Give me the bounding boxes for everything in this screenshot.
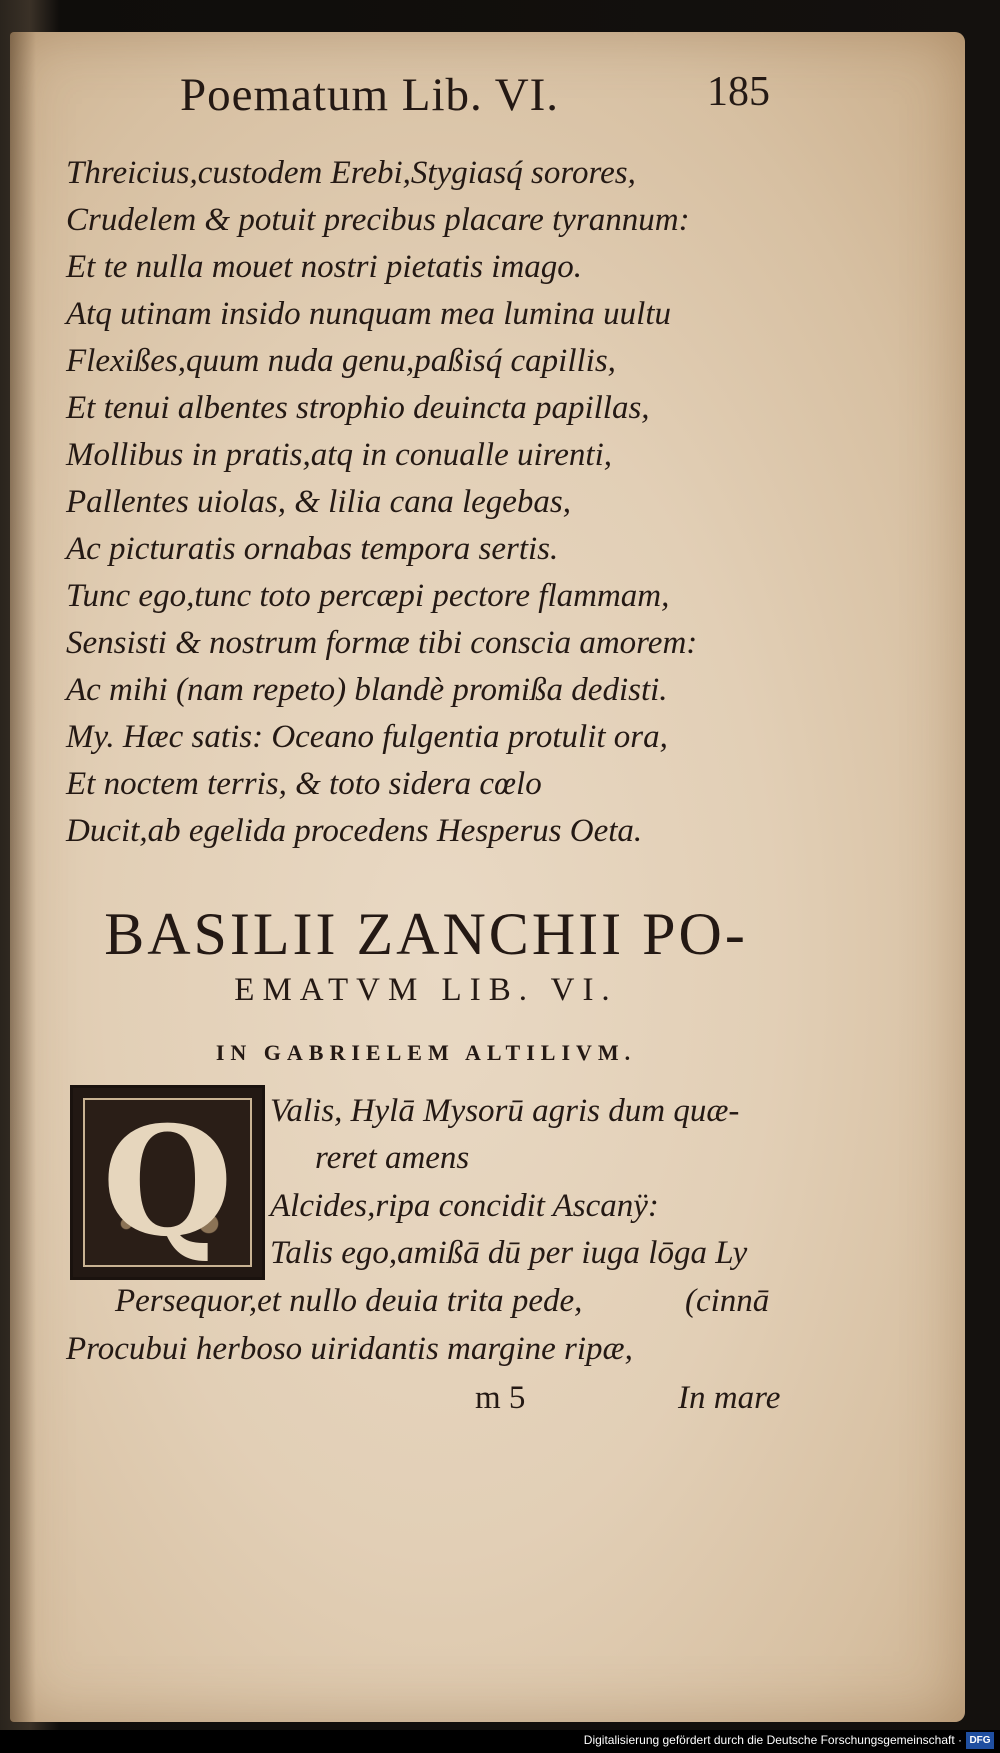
verse-line: Mollibus in pratis,atq in conualle uirenti, <box>66 437 613 473</box>
gutter-shadow <box>10 32 36 1722</box>
funding-notice: Digitalisierung gefördert durch die Deutsche Forschungsgemeinschaft · <box>583 1733 962 1747</box>
decorated-initial <box>70 1085 265 1280</box>
verse-line: Pallentes uiolas, & lilia cana legebas, <box>66 484 572 520</box>
verse-line: Atq utinam insido nunquam mea lumina uultu <box>66 296 671 332</box>
verse-block <box>66 150 786 855</box>
dedication-heading: IN GABRIELEM ALTILIVM. <box>215 1040 637 1065</box>
verse-line: Tunc ego,tunc toto percæpi pectore flammam, <box>66 578 670 614</box>
verse-line: Ac mihi (nam repeto) blandè promißa dedisti. <box>66 672 668 708</box>
verse-line: Et te nulla mouet nostri pietatis imago. <box>66 249 583 285</box>
poem-line: reret amens <box>315 1140 470 1176</box>
floral-ornament-icon <box>83 1094 252 1270</box>
poem-line: Talis ego,amißā dū per iuga lōga Ly <box>270 1235 748 1271</box>
section-title: BASILII ZANCHII PO- <box>104 901 748 967</box>
turnover-word: (cinnā <box>685 1283 770 1319</box>
signature-mark: m 5 <box>475 1380 526 1416</box>
poem-line: Valis, Hylā Mysorū agris dum quæ- <box>270 1093 740 1129</box>
initial-letter: Q <box>102 1094 233 1270</box>
verse-line: Et tenui albentes strophio deuincta papillas, <box>66 390 650 426</box>
running-head <box>180 68 770 138</box>
verse-line: Threicius,custodem Erebi,Stygiasq́ sorores, <box>66 155 636 191</box>
verse-line: Flexißes,quum nuda genu,paßisq́ capillis, <box>66 343 616 379</box>
verse-line: Ducit,ab egelida procedens Hesperus Oeta. <box>66 813 643 849</box>
verse-line: Sensisti & nostrum formæ tibi conscia amorem: <box>66 625 698 661</box>
catchword: In mare <box>678 1380 781 1416</box>
running-title: Poematum Lib. VI. <box>180 69 560 121</box>
footer-bar <box>0 1730 1000 1753</box>
poem-line: Persequor,et nullo deuia trita pede, <box>115 1283 583 1319</box>
poem-line: Alcides,ripa concidit Ascanÿ: <box>270 1188 659 1224</box>
verse-line: Ac picturatis ornabas tempora sertis. <box>66 531 559 567</box>
section-title-continued: EMATVM LIB. VI. <box>234 972 618 1008</box>
page-number: 185 <box>707 69 770 115</box>
verse-line: My. Hæc satis: Oceano fulgentia protulit ora, <box>66 719 668 755</box>
poem-line: Procubui herboso uiridantis margine ripæ, <box>66 1331 633 1367</box>
verse-line: Crudelem & potuit precibus placare tyrannum: <box>66 202 690 238</box>
verse-line: Et noctem terris, & toto sidera cœlo <box>66 766 542 802</box>
dfg-logo: DFG <box>966 1732 994 1749</box>
